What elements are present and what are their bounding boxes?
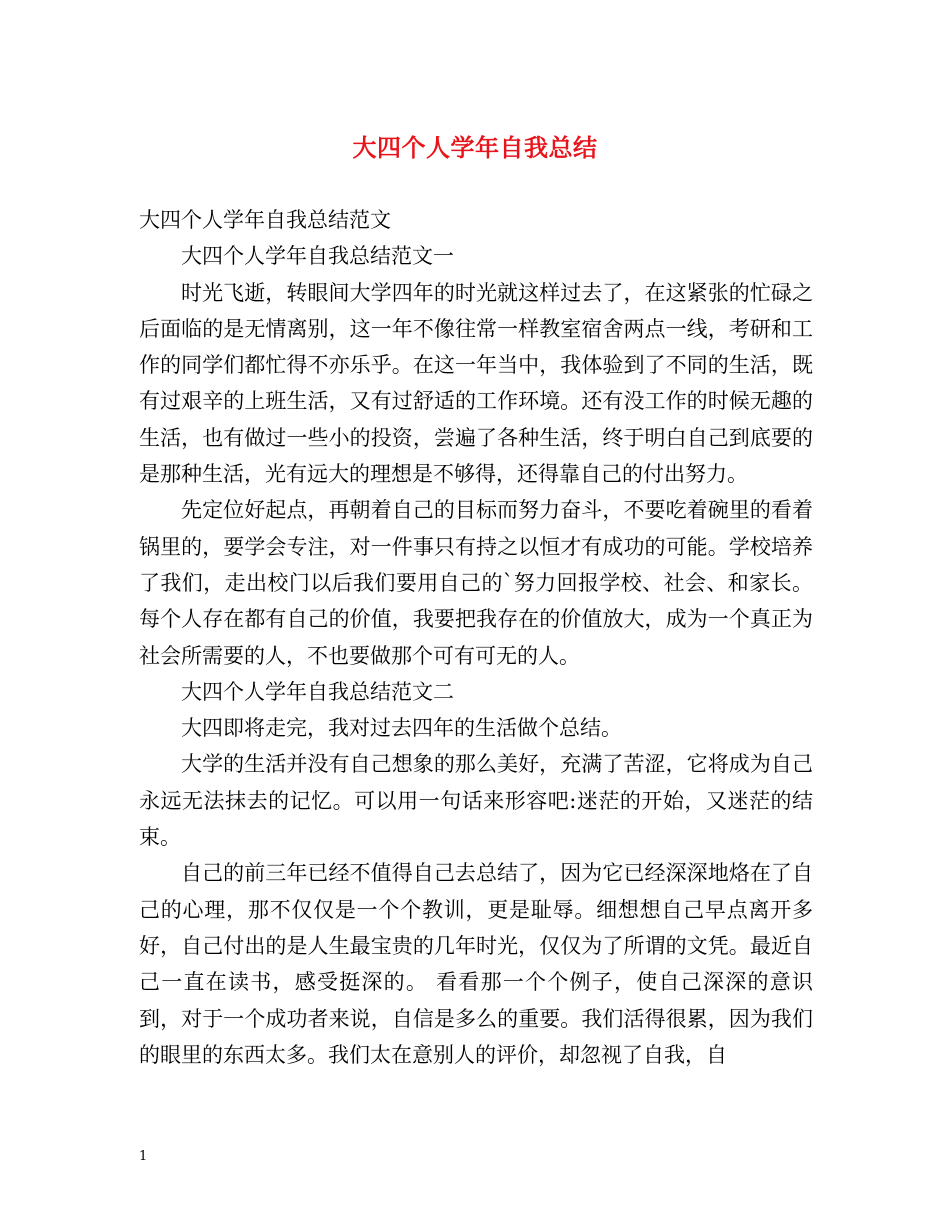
paragraph: 自己的前三年已经不值得自己去总结了，因为它已经深深地烙在了自己的心理，那不仅仅是一个个教训，更是耻辱。细想想自己早点离开多好，自己付出的是人生最宝贵的几年时光，仅仅为了所谓的文凭。最近自己一直在读书，感受挺深的。 看看那一个个例子，使自己深深的意识到，对于一个成功者来说，自信是多么的重要。我们活得很累，因为我们的眼里的东西太多。我们太在意别人的评价，却忽视了自我，自 bbox=[139, 861, 813, 1067]
paragraph: 大四个人学年自我总结范文二 bbox=[181, 679, 454, 704]
document-title: 大四个人学年自我总结 bbox=[352, 133, 598, 162]
paragraph: 先定位好起点，再朝着自己的目标而努力奋斗，不要吃着碗里的看着锅里的，要学会专注，对一件事只有持之以恒才有成功的可能。学校培养了我们，走出校门以后我们要用自己的`努力回报学校、社会、和家长。每个人存在都有自己的价值，我要把我存在的价值放大，成为一个真正为社会所需要的人，不也要做那个可有可无的人。 bbox=[139, 498, 813, 668]
paragraph: 时光飞逝，转眼间大学四年的时光就这样过去了，在这紧张的忙碌之后面临的是无情离别，这一年不像往常一样教室宿舍两点一线，考研和工作的同学们都忙得不亦乐乎。在这一年当中，我体验到了不同的生活，既有过艰辛的上班生活，又有过舒适的工作环境。还有没工作的时候无趣的生活，也有做过一些小的投资，尝遍了各种生活，终于明白自己到底要的是那种生活，光有远大的理想是不够得，还得靠自己的付出努力。 bbox=[139, 280, 813, 487]
paragraph: 大四个人学年自我总结范文一 bbox=[181, 244, 454, 269]
paragraph: 大四即将走完，我对过去四年的生活做个总结。 bbox=[181, 716, 622, 741]
document-body bbox=[139, 202, 813, 1073]
paragraph: 大学的生活并没有自己想象的那么美好，充满了苦涩，它将成为自己永远无法抹去的记忆。可以用一句话来形容吧:迷茫的开始，又迷茫的结束。 bbox=[139, 752, 813, 850]
page-number: 1 bbox=[139, 1149, 148, 1164]
paragraph: 大四个人学年自我总结范文 bbox=[139, 208, 391, 232]
